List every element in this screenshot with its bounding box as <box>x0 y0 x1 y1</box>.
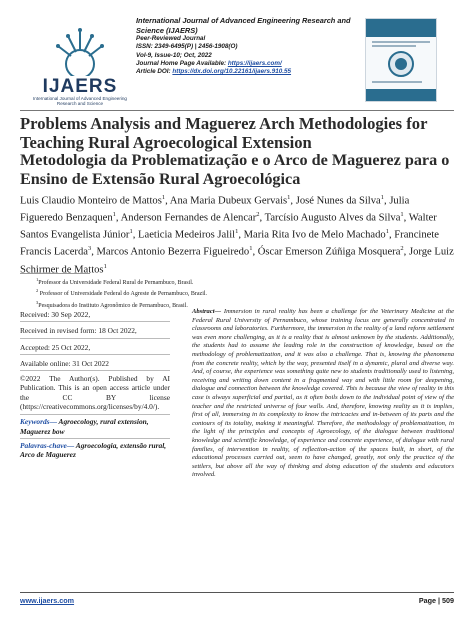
revised-date: Received in revised form: 18 Oct 2022, <box>20 324 170 338</box>
palavras-chave <box>20 438 170 460</box>
received-date: Received: 30 Sep 2022, <box>20 308 170 322</box>
journal-info <box>136 16 376 77</box>
affiliation-divider <box>20 273 90 274</box>
footer-divider <box>20 592 454 593</box>
author-name: Jorge Luiz Schirmer de Mattos <box>20 246 454 276</box>
abstract <box>192 308 454 480</box>
license-text: ©2022 The Author(s). Published by AI Publication. This is an open access article under the CC BY license (https://creativecommons.org/licenses/by/4.0/). <box>20 374 170 412</box>
author-name: Tarcísio Augusto Alves da Silva <box>264 212 401 224</box>
article-dates <box>20 308 170 371</box>
journal-cover-thumbnail <box>365 18 437 102</box>
author-name: José Nunes da Silva <box>295 195 381 207</box>
author-affiliation-marker: 3 <box>87 245 92 253</box>
author-name: Francinete Francis Lacerda <box>20 229 439 258</box>
author-affiliation-marker: 1 <box>380 194 385 201</box>
doi-label: Article DOI: <box>136 68 173 76</box>
palavras-chave-label: Palavras-chave— <box>20 440 75 450</box>
affiliation-item <box>36 276 436 287</box>
author-affiliation-marker: 2 <box>400 245 404 253</box>
author-name: Óscar Emerson Zúñiga Mosquera <box>257 246 401 258</box>
author-name: Ana Maria Dubeux Gervais <box>169 195 288 207</box>
online-date: Available online: 31 Oct 2022 <box>20 357 170 371</box>
affiliation-number: 1 <box>36 277 39 282</box>
logo-name: IJAERS <box>42 76 118 97</box>
journal-header <box>20 12 454 108</box>
logo-subtitle: International Journal of Advanced Engineering Research and Science <box>33 96 127 107</box>
doi-line <box>136 68 376 76</box>
journal-logo <box>24 26 136 106</box>
author-name: Marcos Antonio Bezerra Figueiredo <box>96 246 250 258</box>
author-name: Julia Figueredo Benzaquen <box>20 195 410 224</box>
abstract-text: Immersion in rural reality has been a challenge for the Veterinary Medicine at the Federal Rural University of Pernambuco, whose training locus are generally concentrated in classrooms and laboratories. Furthermore, the immersion in the reality of a land reform settlement was even more challenging, as it is a reality that is almost unknown by the students. Additionally, the students had to assume the leading role in the construction of knowledge, based on the methodology of problematization, and it was also a challenge. That is, knowing the phenomena from the concrete reality, which by the way, presented itself in a dynamic, plural and diverse way. And, of course, the experience was something quite new to students traditionally used to listening, receiving and writing down content in a fragmented way and with little room for deepening, dialogue and connection between the knowledge covered. This is because the view of reality in this case is always superficial and partial, as it often boils down to the individual point of view of the teacher and the restricted universe of four walls. And, therefore, knowing reality as it is implies, first of all, immersing in its complexity to know the intricacies and in-between of its parts and the contours of its totality, making it meaningful. Therefore, the methodology of problematization, in the light of the principles and concepts of Agroecology, of the dialogue between traditional knowledge and scientific knowledge, of experience and concrete experience, of dialogue with rural families, of intervention in reality, of reflection-action of the spaces built, in short, of the educational processes carried out, seem to have changed, greatly, not only the practice of the settlers, but above all the way of thinking and doing education of the students and educators involved. <box>192 308 454 479</box>
homepage-link[interactable]: https://ijaers.com/ <box>227 60 282 68</box>
affiliation-number: 3 <box>36 299 39 305</box>
author-affiliation-marker: 1 <box>385 228 389 236</box>
affiliation-number: 2 <box>36 288 39 294</box>
peer-reviewed-label: Peer-Reviewed Journal <box>136 35 206 43</box>
page-number: Page | 509 <box>418 596 454 605</box>
keywords-label: Keywords— <box>20 417 57 427</box>
author-list: Luis Claudio Monteiro de Mattos$^1$, Ana Maria Dubeux Gervais$^1$, José Nunes da Silva$^1$, Julia Figueredo Benzaquen$^1$, Anderson Fernandes de Alencar$^2$, Tarcísio Augusto Alves da Silva$^1$, Walter Santos Evangelista Júnior$^1$, Laeticia Medeiros Jalil$^1$, Maria Rita Ivo de Melo Machado$^1$, Francinete Francis Lacerda$^3$, Marcos Antonio Bezerra Figueiredo$^1$, Óscar Emerson Zúñiga Mosquera$^2$, Jorge Luiz Schirmer de Mattos$^1$ <box>20 194 454 276</box>
article-title-english: Problems Analysis and Maguerez Arch Methodologies for Teaching Rural Agroecological Extension <box>20 114 428 153</box>
affiliation-list <box>36 276 436 310</box>
ijaers-logo-icon <box>24 26 136 76</box>
author-affiliation-marker: 1 <box>287 194 291 201</box>
doi-link[interactable]: https://dx.doi.org/10.22161/ijaers.910.55 <box>172 68 292 76</box>
affiliation-text: Professor of Universidade Federal do Agreste de Pernambuco, Brazil. <box>38 291 208 298</box>
author-affiliation-marker: 2 <box>256 211 260 219</box>
author-affiliation-marker: 1 <box>249 245 253 253</box>
keywords <box>20 414 170 436</box>
affiliation-item <box>36 287 436 298</box>
volume-issue: Vol-9, Issue-10; Oct, 2022 <box>136 51 212 59</box>
author-name: Laeticia Medeiros Jalil <box>138 229 236 241</box>
journal-title: International Journal of Advanced Engineering Research and Science (IJAERS) <box>136 16 351 35</box>
affiliation-text: Professor da Universidade Federal Rural de Pernambuco, Brasil. <box>38 280 194 286</box>
article-info-column <box>20 308 170 460</box>
issn: ISSN: 2349-6495(P) | 2456-1908(O) <box>136 43 238 51</box>
author-name: Luis Claudio Monteiro de Mattos <box>20 195 162 207</box>
author-affiliation-marker: 1 <box>112 211 116 219</box>
keywords-text: Agroecology, rural extension, Maguerez bow <box>20 417 149 436</box>
author-affiliation-marker: 1 <box>103 262 107 270</box>
abstract-label: Abstract— <box>192 308 222 315</box>
author-affiliation-marker: 1 <box>161 194 166 201</box>
author-affiliation-marker: 1 <box>235 228 239 236</box>
author-name: Walter Santos Evangelista Júnior <box>20 212 437 241</box>
affiliation-text: Pesquisadora do Instituto Agronômico de Pernambuco, Brasil. <box>38 302 188 309</box>
homepage-line <box>136 60 376 68</box>
homepage-label: Journal Home Page Available: <box>136 60 228 68</box>
accepted-date: Accepted: 25 Oct 2022, <box>20 341 170 355</box>
author-affiliation-marker: 1 <box>129 228 133 236</box>
header-divider <box>20 110 454 111</box>
author-name: Anderson Fernandes de Alencar <box>120 212 257 224</box>
author-name: Maria Rita Ivo de Melo Machado <box>243 229 386 241</box>
footer-website-link[interactable]: www.ijaers.com <box>20 596 75 605</box>
palavras-chave-text: Agroecologia, extensão rural, Arco de Maguerez <box>20 440 167 460</box>
article-title-portuguese: Metodologia da Problematização e o Arco de Maguerez para o Ensino de Extensão Rural Agroecológica <box>20 151 450 188</box>
author-affiliation-marker: 1 <box>400 211 404 219</box>
cover-emblem-icon <box>386 49 416 79</box>
